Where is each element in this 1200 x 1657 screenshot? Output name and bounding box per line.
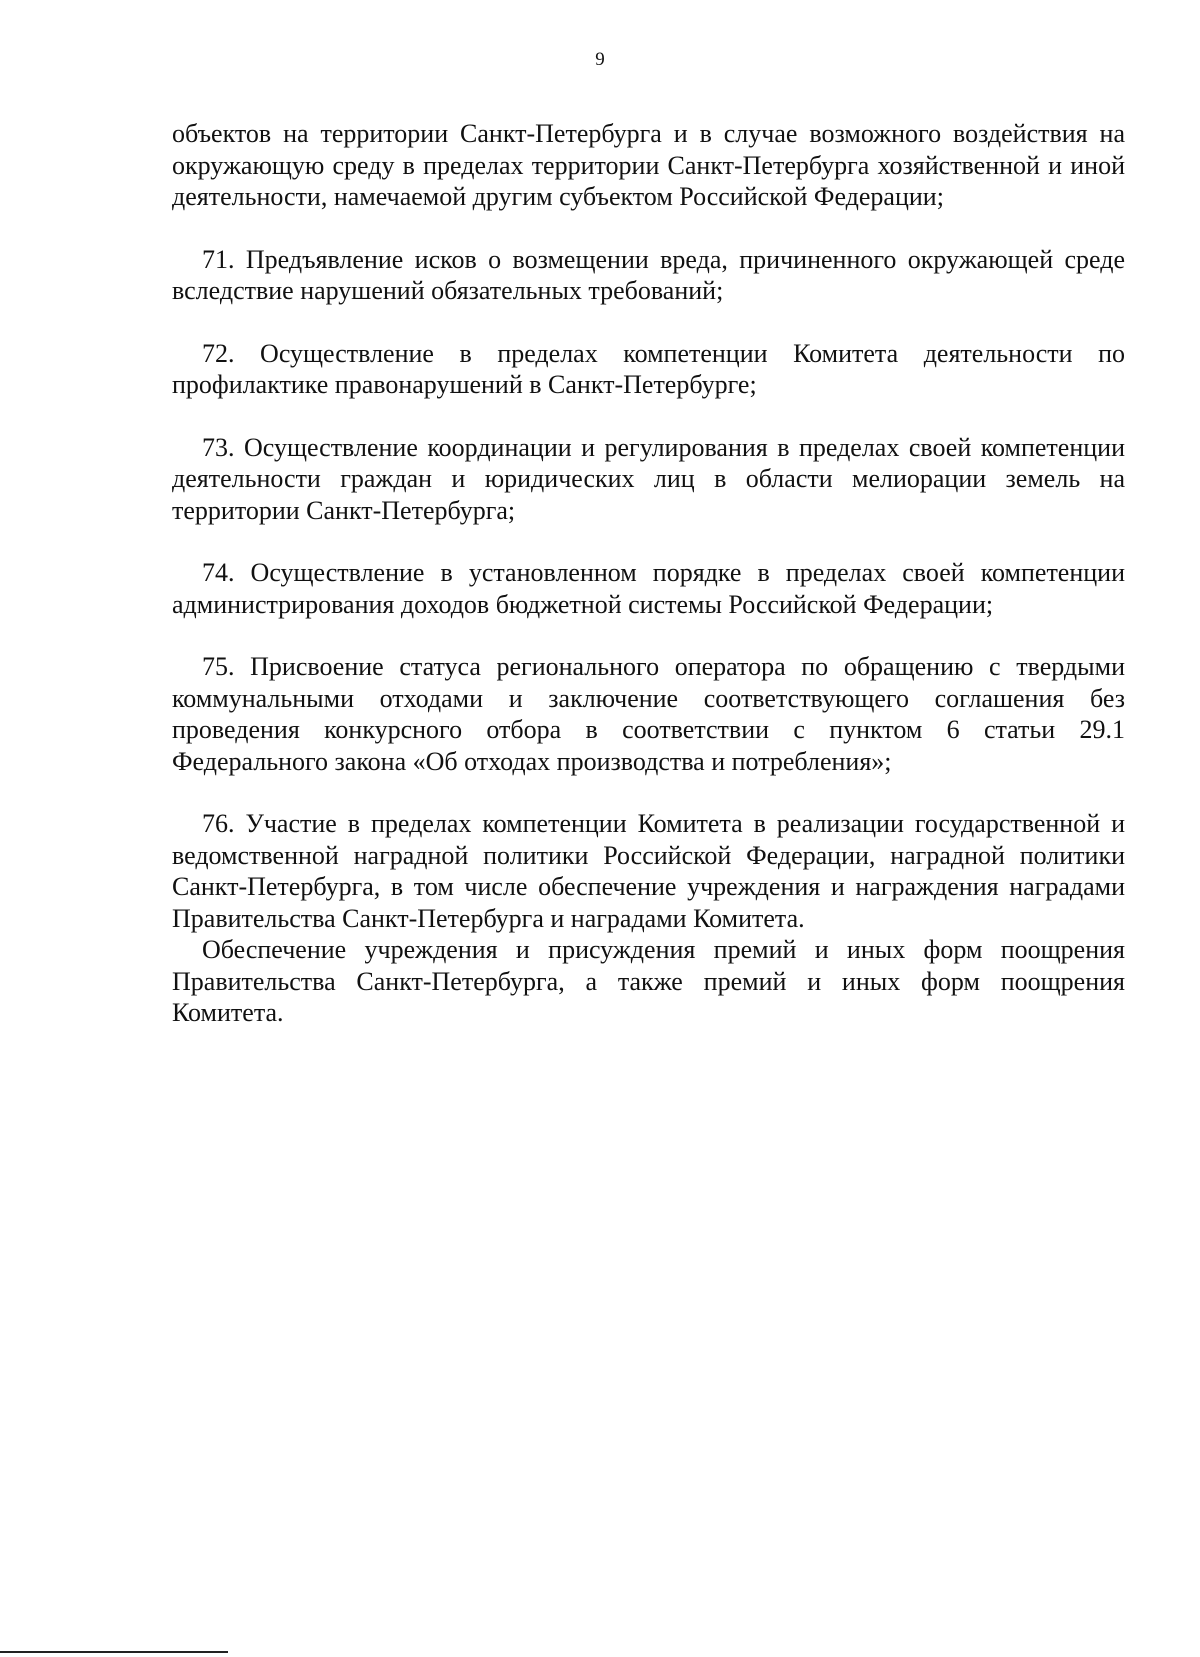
paragraph-item-73: 73. Осуществление координации и регулирования в пределах своей компетенции деятельности граждан и юридических лиц в области мелиорации земель на территории Санкт-Петербурга; <box>172 432 1125 525</box>
footer-rule <box>0 1651 228 1653</box>
paragraph-item-74: 74. Осуществление в установленном порядке в пределах своей компетенции администрирования доходов бюджетной системы Российской Федерации; <box>172 558 1125 619</box>
paragraph-item-71: 71. Предъявление исков о возмещении вреда, причиненного окружающей среде вследствие нарушений обязательных требований; <box>172 244 1125 305</box>
paragraph-item-75: 75. Присвоение статуса регионального оператора по обращению с твердыми коммунальными отходами и заключение соответствующего соглашения без проведения конкурсного отбора в соответствии с пунктом 6 статьи 29.1 Федерального закона «Об отходах производства и потребления»; <box>172 652 1125 776</box>
paragraph-item-76: 76. Участие в пределах компетенции Комитета в реализации государственной и ведомственной наградной политики Российской Федерации, наградной политики Санкт-Петербурга, в том числе обеспечение учреждения и награждения наградами Правительства Санкт-Петербурга и наградами Комитета. <box>172 809 1125 933</box>
paragraph-item-76-continuation: Обеспечение учреждения и присуждения премий и иных форм поощрения Правительства Санкт-Петербурга, а также премий и иных форм поощрения Комитета. <box>172 935 1125 1027</box>
document-body <box>172 118 1125 1029</box>
paragraph-continuation: объектов на территории Санкт-Петербурга и в случае возможного воздействия на окружающую среду в пределах территории Санкт-Петербурга хозяйственной и иной деятельности, намечаемой другим субъектом Российской Федерации; <box>172 119 1125 211</box>
page-number: 9 <box>595 49 605 70</box>
paragraph-item-72: 72. Осуществление в пределах компетенции Комитета деятельности по профилактике правонарушений в Санкт-Петербурге; <box>172 338 1125 399</box>
